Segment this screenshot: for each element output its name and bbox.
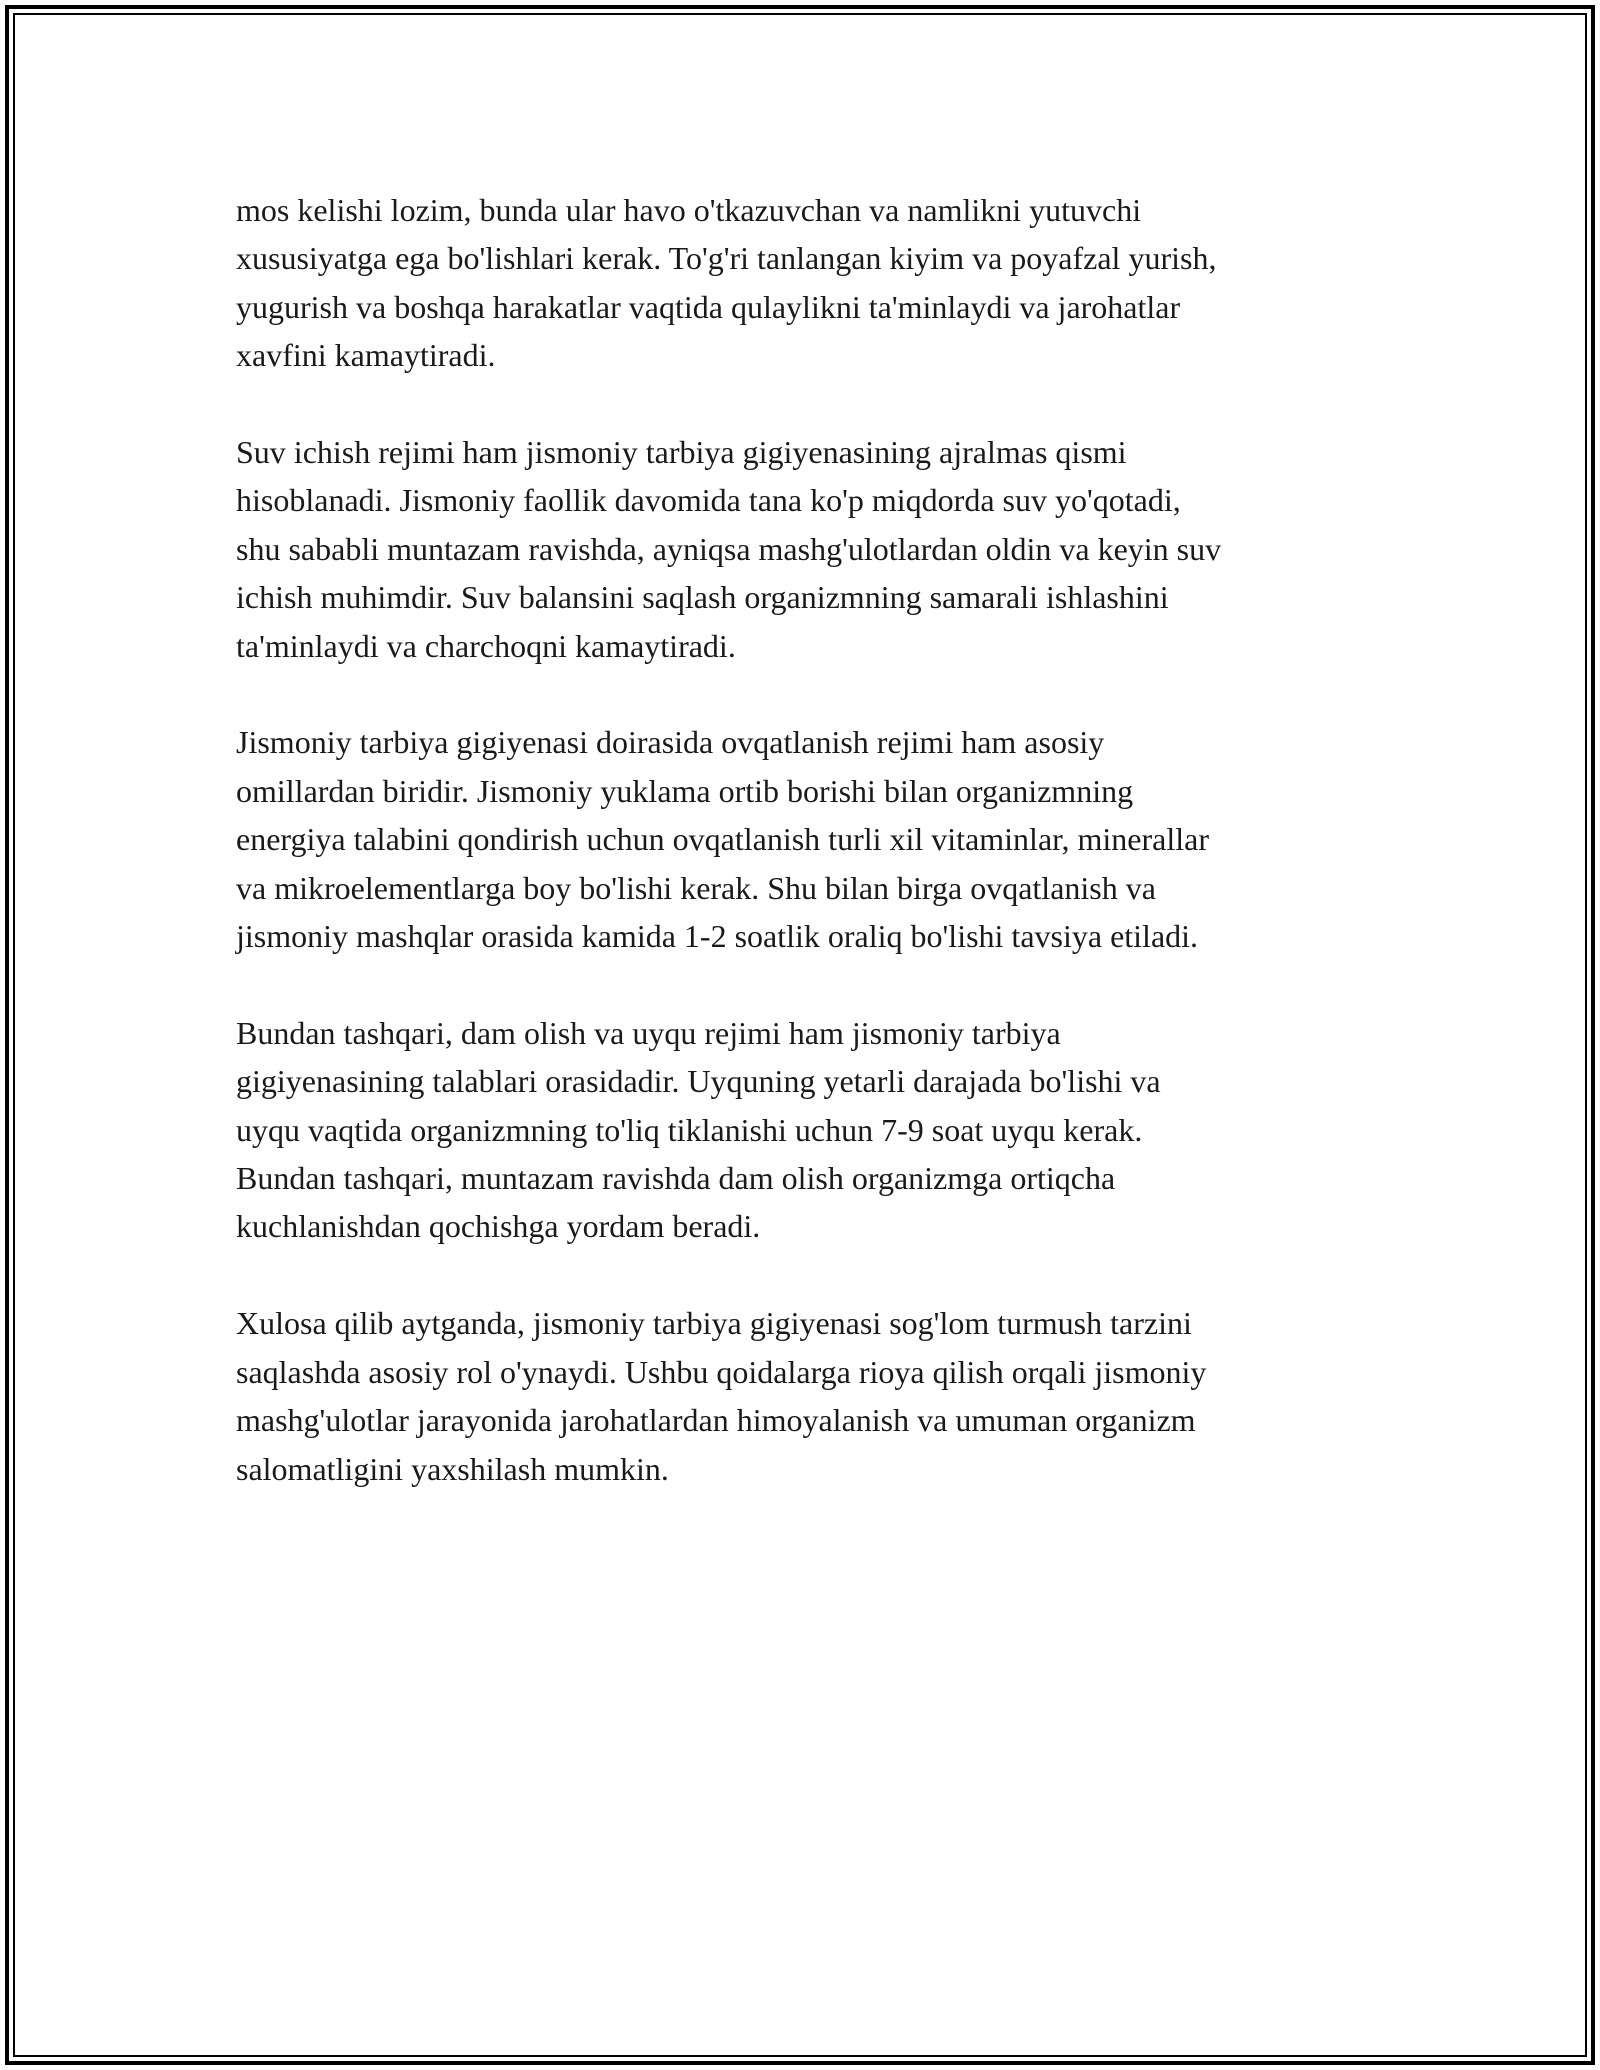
paragraph-clothing: mos kelishi lozim, bunda ular havo o'tkazuvchan va namlikni yutuvchi xususiyatga ega bo'lishlari kerak. To'g'ri tanlangan kiyim va poyafzal yurish, yugurish va boshqa harakatlar vaqtida qulaylikni ta'minlaydi va jarohatlar xavfini kamaytiradi.	[236, 192, 1217, 374]
paragraph-water-regime: Suv ichish rejimi ham jismoniy tarbiya gigiyenasining ajralmas qismi hisoblanadi. Jismoniy faollik davomida tana ko'p miqdorda suv yo'qotadi, shu sababli muntazam ravishda, ayniqsa mashg'ulotlardan oldin va keyin suv ichish muhimdir. Suv balansini saqlash organizmning samarali ishlashini ta'minlaydi va charchoqni kamaytiradi.	[236, 434, 1222, 664]
document-body	[236, 186, 1386, 1541]
paragraph-nutrition: Jismoniy tarbiya gigiyenasi doirasida ovqatlanish rejimi ham asosiy omillardan biridir. Jismoniy yuklama ortib borishi bilan organizmning energiya talabini qondirish uchun ovqatlanish turli xil vitaminlar, minerallar va mikroelementlarga boy bo'lishi kerak. Shu bilan birga ovqatlanish va jismoniy mashqlar orasida kamida 1-2 soatlik oraliq bo'lishi tavsiya etiladi.	[236, 724, 1209, 955]
paragraph-conclusion: Xulosa qilib aytganda, jismoniy tarbiya gigiyenasi sog'lom turmush tarzini saqlashda asosiy rol o'ynaydi. Ushbu qoidalarga rioya qilish orqali jismoniy mashg'ulotlar jarayonida jarohatlardan himoyalanish va umuman organizm salomatligini yaxshilash mumkin.	[236, 1305, 1207, 1487]
paragraph-rest-sleep: Bundan tashqari, dam olish va uyqu rejimi ham jismoniy tarbiya gigiyenasining talablari orasidadir. Uyquning yetarli darajada bo'lishi va uyqu vaqtida organizmning to'liq tiklanishi uchun 7-9 soat uyqu kerak. Bundan tashqari, muntazam ravishda dam olish organizmga ortiqcha kuchlanishdan qochishga yordam beradi.	[236, 1014, 1161, 1245]
